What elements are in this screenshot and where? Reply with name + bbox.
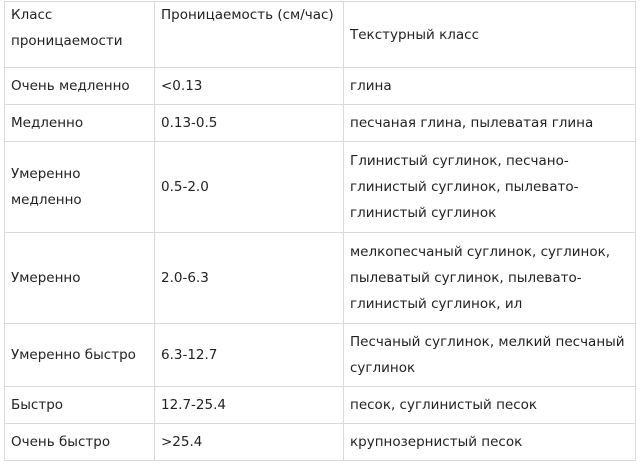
table-row xyxy=(5,68,636,105)
cell-texture-class: песчаная глина, пылеватая глина xyxy=(344,105,636,142)
header-permeability-rate: Проницаемость (см/час) xyxy=(155,2,344,68)
table-row xyxy=(5,424,636,461)
header-texture-class: Текстурный класс xyxy=(344,2,636,68)
cell-permeability-rate: 0.13-0.5 xyxy=(155,105,344,142)
header-permeability-class: Класс проницаемости xyxy=(5,2,155,68)
cell-texture-class: крупнозернистый песок xyxy=(344,424,636,461)
permeability-table xyxy=(4,1,636,461)
cell-permeability-class: Умеренно xyxy=(5,233,155,324)
table-row xyxy=(5,324,636,387)
table-row xyxy=(5,387,636,424)
cell-permeability-rate: 12.7-25.4 xyxy=(155,387,344,424)
cell-permeability-class: Умеренно медленно xyxy=(5,142,155,233)
table-row xyxy=(5,233,636,324)
cell-permeability-rate: >25.4 xyxy=(155,424,344,461)
cell-texture-class: Песчаный суглинок, мелкий песчаный суглинок xyxy=(344,324,636,387)
table-header-row xyxy=(5,2,636,68)
table-row xyxy=(5,105,636,142)
cell-texture-class: Глинистый суглинок, песчано-глинистый суглинок, пылевато-глинистый суглинок xyxy=(344,142,636,233)
cell-permeability-class: Быстро xyxy=(5,387,155,424)
cell-permeability-class: Медленно xyxy=(5,105,155,142)
cell-permeability-rate: 2.0-6.3 xyxy=(155,233,344,324)
cell-permeability-class: Очень быстро xyxy=(5,424,155,461)
cell-permeability-rate: 6.3-12.7 xyxy=(155,324,344,387)
cell-texture-class: глина xyxy=(344,68,636,105)
cell-permeability-rate: <0.13 xyxy=(155,68,344,105)
cell-permeability-class: Умеренно быстро xyxy=(5,324,155,387)
cell-permeability-rate: 0.5-2.0 xyxy=(155,142,344,233)
cell-permeability-class: Очень медленно xyxy=(5,68,155,105)
cell-texture-class: мелкопесчаный суглинок, суглинок, пылеватый суглинок, пылевато-глинистый суглинок, ил xyxy=(344,233,636,324)
cell-texture-class: песок, суглинистый песок xyxy=(344,387,636,424)
table-row xyxy=(5,142,636,233)
